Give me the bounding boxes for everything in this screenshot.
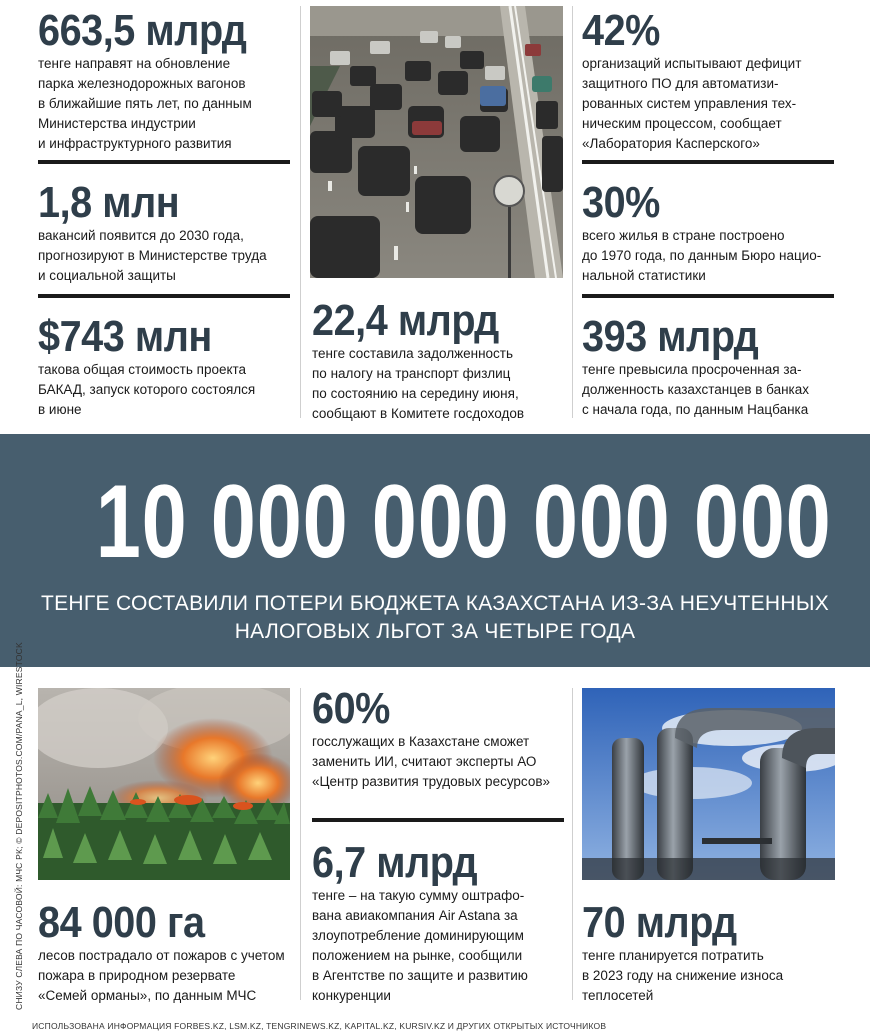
fact-ai-text — [312, 732, 572, 792]
text-line: Министерства индустрии — [38, 116, 196, 131]
banner-number: 10 000 000 000 000 — [95, 464, 832, 580]
text-line: госслужащих в Казахстане сможет — [312, 734, 530, 749]
fact-railcars-value: 663,5 млрд — [38, 6, 247, 55]
text-line: прогнозируют в Министерстве труда — [38, 248, 267, 263]
text-line: заменить ИИ, считают эксперты АО — [312, 754, 537, 769]
fact-bakad-text — [38, 360, 298, 420]
divider — [312, 818, 564, 822]
text-line: до 1970 года, по данным Бюро нацио- — [582, 248, 822, 263]
column-separator — [572, 688, 573, 1000]
text-line: «Центр развития трудовых ресурсов» — [312, 774, 551, 789]
text-line: в Агентстве по защите и развитию — [312, 968, 528, 983]
text-line: тенге направят на обновление — [38, 56, 231, 71]
text-line: вана авиакомпания Air Astana за — [312, 908, 518, 923]
fact-air-astana-value: 6,7 млрд — [312, 838, 478, 887]
divider — [582, 160, 834, 164]
text-line: БАКАД, запуск которого состоялся — [38, 382, 256, 397]
caption-line: НАЛОГОВЫХ ЛЬГОТ ЗА ЧЕТЫРЕ ГОДА — [234, 620, 636, 643]
text-line: злоупотребление доминирующим — [312, 928, 524, 943]
text-line: в 2023 году на снижение износа — [582, 968, 784, 983]
photo-credit: СНИЗУ СЛЕВА ПО ЧАСОВОЙ: МЧС РК; © DEPOSITPHOTOS.COM/PANA_L, WIRESTOCK — [14, 642, 24, 1010]
fact-ai-value: 60% — [312, 684, 390, 733]
fact-kaspersky-value: 42% — [582, 6, 660, 55]
text-line: и социальной защиты — [38, 268, 176, 283]
text-line: «Лаборатория Касперского» — [582, 136, 760, 151]
divider — [582, 294, 834, 298]
text-line: защитного ПО для автоматизи- — [582, 76, 779, 91]
fact-vacancies-text — [38, 226, 298, 286]
text-line: всего жилья в стране построено — [582, 228, 785, 243]
column-separator — [300, 688, 301, 1000]
fact-forest-fire-value: 84 000 га — [38, 898, 205, 947]
column-separator — [300, 6, 301, 418]
fact-bakad-value: $743 млн — [38, 312, 212, 361]
text-line: долженность казахстанцев в банках — [582, 382, 810, 397]
fact-kaspersky-text — [582, 54, 842, 154]
sources-note: ИСПОЛЬЗОВАНА ИНФОРМАЦИЯ FORBES.KZ, LSM.KZ, TENGRINEWS.KZ, KAPITAL.KZ, KURSIV.KZ И ДРУГИХ ОТКРЫТЫХ ИСТОЧНИКОВ — [32, 1021, 607, 1031]
text-line: лесов пострадало от пожаров с учетом — [38, 948, 285, 963]
text-line: в ближайшие пять лет, по данным — [38, 96, 252, 111]
text-line: пожара в природном резервате — [38, 968, 236, 983]
caption-line: ТЕНГЕ СОСТАВИЛИ ПОТЕРИ БЮДЖЕТА КАЗАХСТАНА ИЗ-ЗА НЕУЧТЕННЫХ — [40, 592, 830, 615]
text-line: теплосетей — [582, 988, 654, 1003]
fact-overdue-debt-text — [582, 360, 852, 420]
text-line: по состоянию на середину июня, — [312, 386, 519, 401]
fact-air-astana-text — [312, 886, 572, 1006]
divider — [38, 294, 290, 298]
text-line: парка железнодорожных вагонов — [38, 76, 246, 91]
fact-railcars-text — [38, 54, 298, 154]
fact-forest-fire-text — [38, 946, 300, 1006]
text-line: тенге – на такую сумму оштрафо- — [312, 888, 525, 903]
heating-pipes-photo — [582, 688, 835, 880]
traffic-photo — [310, 6, 563, 278]
fact-housing-value: 30% — [582, 178, 660, 227]
fact-transport-tax-text — [312, 344, 572, 424]
text-line: тенге превысила просроченная за- — [582, 362, 802, 377]
text-line: положением на рынке, сообщили — [312, 948, 523, 963]
text-line: вакансий появится до 2030 года, — [38, 228, 244, 243]
fact-heating-value: 70 млрд — [582, 898, 737, 947]
text-line: организаций испытывают дефицит — [582, 56, 802, 71]
fact-vacancies-value: 1,8 млн — [38, 178, 180, 227]
column-separator — [572, 6, 573, 418]
text-line: такова общая стоимость проекта — [38, 362, 247, 377]
text-line: рованных систем управления тех- — [582, 96, 797, 111]
text-line: ническим процессом, сообщает — [582, 116, 782, 131]
text-line: «Семей орманы», по данным МЧС — [38, 988, 257, 1003]
banner-caption — [40, 590, 830, 646]
forest-fire-photo — [38, 688, 290, 880]
text-line: в июне — [38, 402, 82, 417]
divider — [38, 160, 290, 164]
fact-transport-tax-value: 22,4 млрд — [312, 296, 499, 345]
text-line: тенге планируется потратить — [582, 948, 764, 963]
fact-housing-text — [582, 226, 852, 286]
text-line: и инфраструктурного развития — [38, 136, 232, 151]
text-line: по налогу на транспорт физлиц — [312, 366, 511, 381]
text-line: с начала года, по данным Нацбанка — [582, 402, 809, 417]
text-line: конкуренции — [312, 988, 391, 1003]
text-line: нальной статистики — [582, 268, 706, 283]
fact-overdue-debt-value: 393 млрд — [582, 312, 759, 361]
text-line: тенге составила задолженность — [312, 346, 514, 361]
fact-heating-text — [582, 946, 844, 1006]
text-line: сообщают в Комитете госдоходов — [312, 406, 525, 421]
